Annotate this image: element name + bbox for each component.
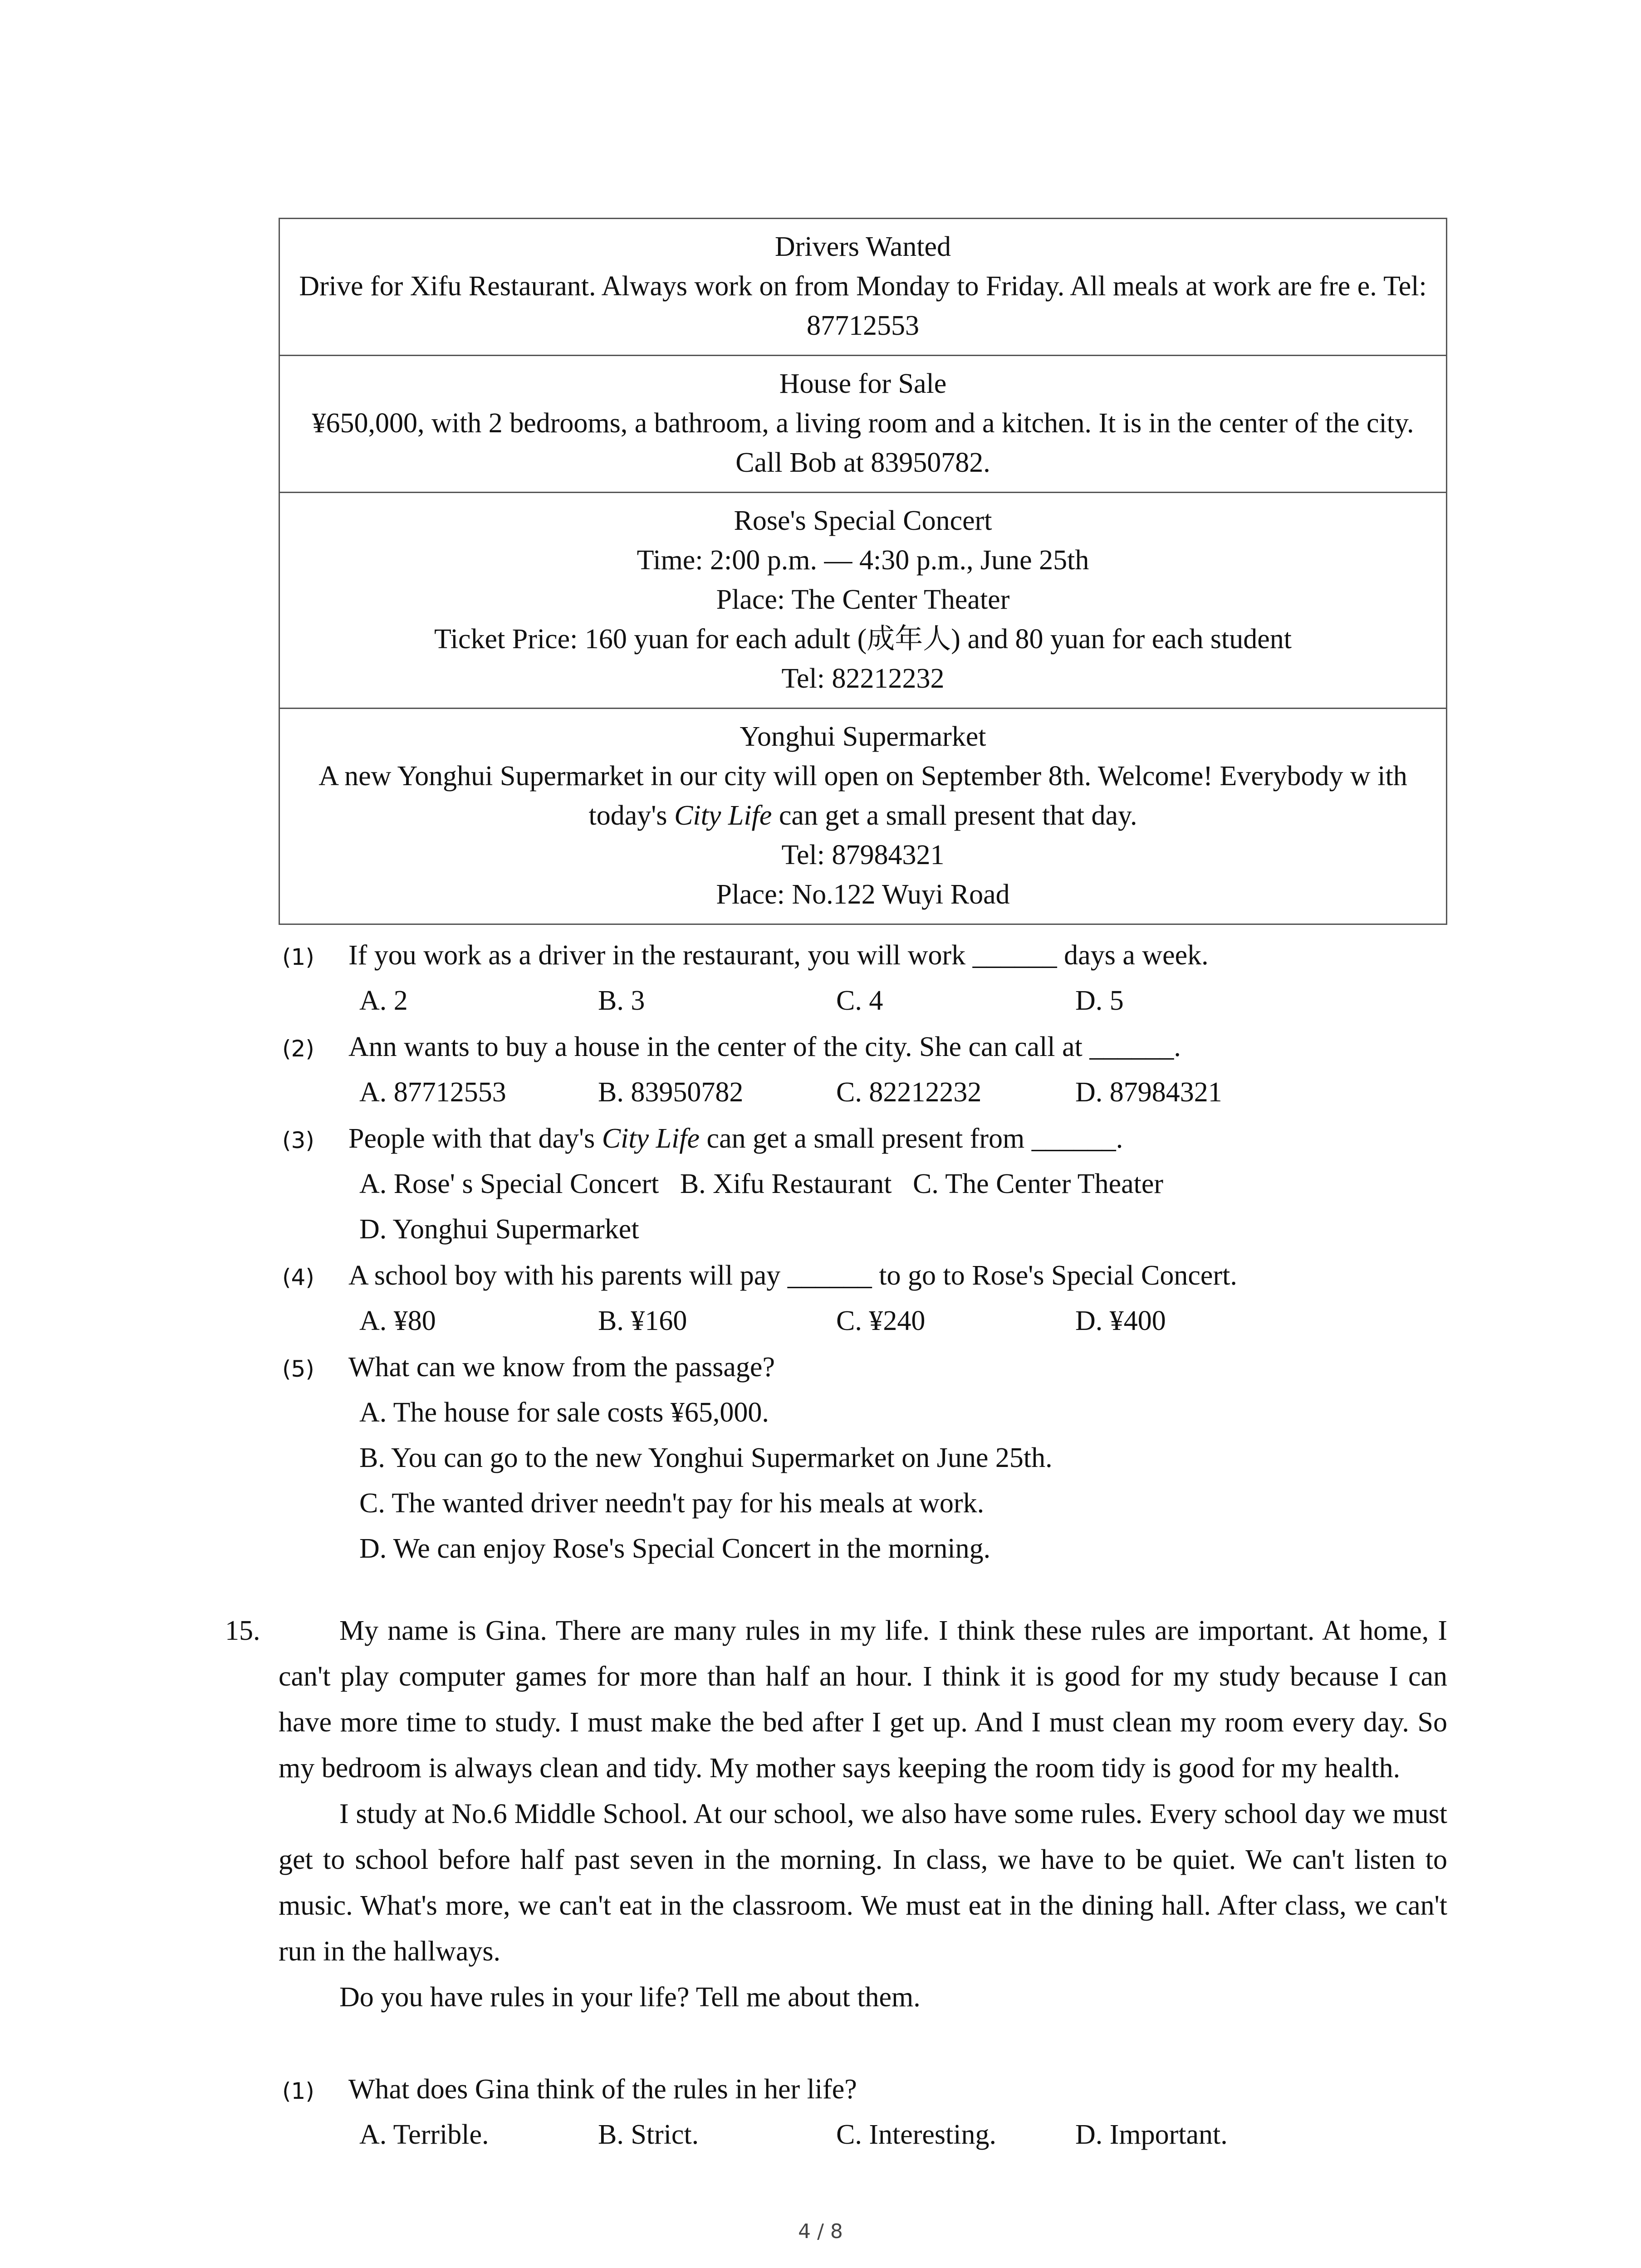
option-a[interactable]: A. ¥80 (359, 1305, 436, 1336)
passage-paragraph: I study at No.6 Middle School. At our school, we also have some rules. Every school day we must get to school before half past seven in the morning. In class, we have to be quiet. We can't listen to music. What's more, we can't eat in the classroom. We must eat in the dining hall. After class, we can't run in the hallways. (279, 1799, 1447, 1967)
question-number: (1) (282, 2078, 314, 2104)
ad-title: Drivers Wanted (774, 231, 951, 262)
ads-table (279, 218, 1447, 925)
question-text-before: People with that day's (348, 1123, 602, 1154)
option-b[interactable]: B. You can go to the new Yonghui Supermarket on June 25th. (359, 1442, 1053, 1473)
ad-house-for-sale (280, 356, 1446, 493)
option-b[interactable]: B. 3 (598, 985, 645, 1016)
ad-body (289, 757, 1437, 836)
question-text-italic: City Life (602, 1123, 700, 1154)
question-number: (3) (282, 1127, 314, 1154)
options-line-1[interactable]: A. Rose' s Special Concert B. Xifu Restaurant C. The Center Theater (359, 1168, 1164, 1199)
option-d[interactable]: D. Yonghui Supermarket (359, 1214, 639, 1245)
ad-yonghui-supermarket (280, 709, 1446, 924)
ad-drivers-wanted (280, 219, 1446, 356)
option-a[interactable]: A. 87712553 (359, 1077, 506, 1108)
question-text: A school boy with his parents will pay ______ to go to Rose's Special Concert. (348, 1260, 1237, 1291)
reading-passage (279, 1608, 1447, 2020)
question-3 (0, 1120, 1641, 1247)
option-c[interactable]: C. 4 (836, 985, 883, 1016)
page-number: 4 / 8 (798, 2220, 843, 2243)
ad-tel: Tel: 82212232 (781, 663, 945, 694)
option-c[interactable]: C. ¥240 (836, 1305, 926, 1336)
ad-place: Place: No.122 Wuyi Road (716, 879, 1010, 910)
question-1 (0, 937, 1641, 1019)
option-d[interactable]: D. 5 (1075, 985, 1124, 1016)
ad-time: Time: 2:00 p.m. — 4:30 p.m., June 25th (637, 545, 1089, 576)
ad-body-after: can get a small present that day. (772, 800, 1137, 831)
ad-body: ¥650,000, with 2 bedrooms, a bathroom, a living room and a kitchen. It is in the center of the city. Call Bob at 83950782. (312, 408, 1414, 478)
item-number: 15. (225, 1615, 260, 1646)
ad-title: House for Sale (779, 368, 947, 399)
option-c[interactable]: C. The wanted driver needn't pay for his meals at work. (359, 1488, 985, 1519)
option-b[interactable]: B. 83950782 (598, 1077, 744, 1108)
ad-ticket: Ticket Price: 160 yuan for each adult (成年人) and 80 yuan for each student (434, 624, 1292, 655)
question-text: What does Gina think of the rules in her life? (348, 2074, 857, 2105)
option-d[interactable]: D. We can enjoy Rose's Special Concert in the morning. (359, 1533, 991, 1564)
question-number: (5) (282, 1356, 314, 1382)
option-d[interactable]: D. 87984321 (1075, 1077, 1222, 1108)
ad-body-before: A new Yonghui Supermarket in our city will open on September 8th. Welcome! Everybody w ith today's (318, 761, 1407, 831)
option-d[interactable]: D. ¥400 (1075, 1305, 1166, 1336)
question-number: (2) (282, 1036, 314, 1062)
question-15-1 (0, 2071, 1641, 2153)
question-text (348, 1120, 1123, 1157)
option-b[interactable]: B. ¥160 (598, 1305, 687, 1336)
question-text: If you work as a driver in the restaurant, you will work ______ days a week. (348, 940, 1209, 971)
question-text: Ann wants to buy a house in the center of the city. She can call at ______. (348, 1031, 1181, 1062)
question-text: What can we know from the passage? (348, 1352, 775, 1383)
ad-tel: Tel: 87984321 (781, 840, 945, 870)
ad-title: Rose's Special Concert (734, 505, 992, 536)
passage-paragraph: My name is Gina. There are many rules in my life. I think these rules are important. At home, I can't play computer games for more than half an hour. I think it is good for my study because I can have more time to study. I must make the bed after I get up. And I must clean my room every day. So my bedroom is always clean and tidy. My mother says keeping the room tidy is good for my health. (279, 1615, 1447, 1784)
ad-rose-concert (280, 493, 1446, 709)
option-a[interactable]: A. 2 (359, 985, 408, 1016)
question-number: (4) (282, 1264, 314, 1290)
ad-body: Drive for Xifu Restaurant. Always work on from Monday to Friday. All meals at work are fre e. Tel: 87712553 (299, 271, 1427, 341)
question-4 (0, 1257, 1641, 1339)
question-5 (0, 1349, 1641, 1576)
ad-place: Place: The Center Theater (716, 584, 1010, 615)
question-number: (1) (282, 944, 314, 970)
question-2 (0, 1029, 1641, 1110)
option-c[interactable]: C. 82212232 (836, 1077, 982, 1108)
option-a[interactable]: A. The house for sale costs ¥65,000. (359, 1397, 769, 1428)
passage-paragraph: Do you have rules in your life? Tell me about them. (339, 1982, 921, 2013)
option-b[interactable]: B. Strict. (598, 2119, 699, 2150)
option-c[interactable]: C. Interesting. (836, 2119, 996, 2150)
ad-body-italic: City Life (674, 800, 772, 831)
ad-title: Yonghui Supermarket (740, 721, 986, 752)
option-a[interactable]: A. Terrible. (359, 2119, 489, 2150)
option-d[interactable]: D. Important. (1075, 2119, 1228, 2150)
question-text-after: can get a small present from ______. (700, 1123, 1123, 1154)
